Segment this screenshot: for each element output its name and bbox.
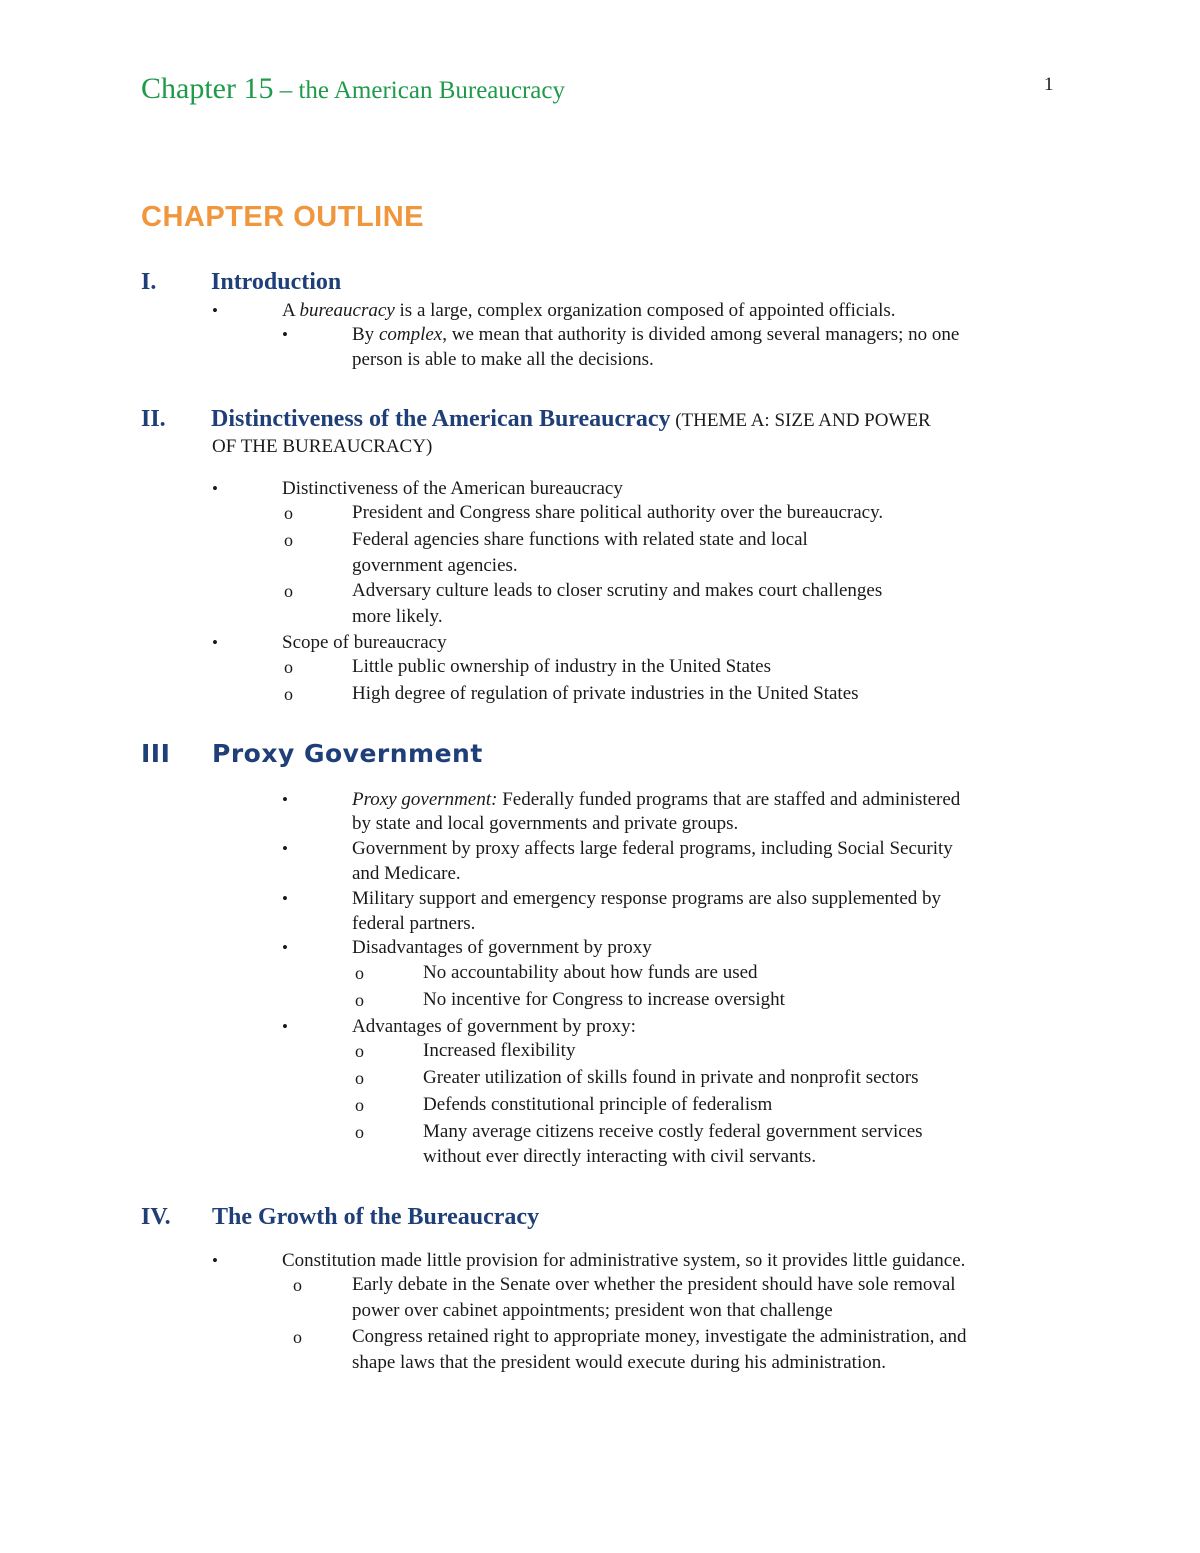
sub-list-item: Increased flexibility (423, 1040, 576, 1061)
list-item: By complex, we mean that authority is divided among several managers; no one (352, 324, 960, 345)
circle-bullet-icon: o (284, 684, 293, 704)
sub-list-item-continuation: shape laws that the president would execute during his administration. (352, 1352, 886, 1373)
sub-list-item: Adversary culture leads to closer scrutiny and makes court challenges (352, 580, 883, 601)
header-dash: – (273, 77, 299, 104)
circle-bullet-icon: o (355, 963, 364, 983)
sub-list-item: No accountability about how funds are used (423, 962, 758, 983)
sub-list-item: Greater utilization of skills found in private and nonprofit sectors (423, 1067, 919, 1088)
list-item: A bureaucracy is a large, complex organization composed of appointed officials. (282, 300, 896, 321)
list-item: Scope of bureaucracy (282, 632, 447, 653)
list-item-continuation: federal partners. (352, 913, 476, 934)
sub-list-item: Many average citizens receive costly federal government services (423, 1121, 923, 1142)
circle-bullet-icon: o (293, 1275, 302, 1295)
page-number: 1 (1044, 74, 1054, 95)
header-chapter: Chapter 15 (141, 72, 274, 105)
section-3-number: III (141, 739, 171, 768)
section-2-number: II. (141, 406, 166, 432)
section-2-title: Distinctiveness of the American Bureaucracy (211, 406, 671, 432)
section-1-number: I. (141, 269, 157, 295)
sub-list-item: Early debate in the Senate over whether the president should have sole removal (352, 1274, 956, 1295)
list-item: Government by proxy affects large federal programs, including Social Security (352, 838, 953, 859)
circle-bullet-icon: o (355, 1122, 364, 1142)
section-1-title: Introduction (211, 269, 342, 295)
circle-bullet-icon: o (355, 990, 364, 1010)
sub-list-item-continuation: government agencies. (352, 555, 518, 576)
list-item: Advantages of government by proxy: (352, 1016, 636, 1037)
circle-bullet-icon: o (355, 1068, 364, 1088)
header-subtitle: the American Bureaucracy (298, 77, 565, 104)
section-2-heading (211, 405, 931, 435)
circle-bullet-icon: o (293, 1327, 302, 1347)
list-item: Distinctiveness of the American bureaucracy (282, 478, 623, 499)
bullet-icon: • (212, 301, 218, 320)
list-item-continuation: person is able to make all the decisions. (352, 349, 654, 370)
bullet-icon: • (282, 839, 288, 858)
bullet-icon: • (282, 325, 288, 344)
bullet-icon: • (212, 1251, 218, 1270)
list-item: Disadvantages of government by proxy (352, 937, 652, 958)
list-item: Constitution made little provision for administrative system, so it provides little guidance. (282, 1250, 966, 1271)
sub-list-item: Federal agencies share functions with related state and local (352, 529, 808, 550)
sub-list-item: President and Congress share political authority over the bureaucracy. (352, 502, 884, 523)
bullet-icon: • (282, 889, 288, 908)
list-item: Proxy government: Federally funded programs that are staffed and administered (352, 789, 961, 810)
circle-bullet-icon: o (284, 503, 293, 523)
circle-bullet-icon: o (355, 1041, 364, 1061)
sub-list-item-continuation: without ever directly interacting with civil servants. (423, 1146, 817, 1167)
document-header-title (141, 72, 565, 106)
section-2-theme: (THEME A: SIZE AND POWER (670, 410, 931, 431)
circle-bullet-icon: o (355, 1095, 364, 1115)
list-item: Military support and emergency response programs are also supplemented by (352, 888, 942, 909)
sub-list-item: No incentive for Congress to increase oversight (423, 989, 785, 1010)
bullet-icon: • (282, 1017, 288, 1036)
sub-list-item-continuation: more likely. (352, 606, 443, 627)
sub-list-item: Defends constitutional principle of federalism (423, 1094, 773, 1115)
circle-bullet-icon: o (284, 657, 293, 677)
section-4-number: IV. (141, 1204, 171, 1230)
list-item-continuation: by state and local governments and private groups. (352, 813, 739, 834)
sub-list-item: Little public ownership of industry in the United States (352, 656, 771, 677)
section-3-title: Proxy Government (212, 739, 483, 768)
sub-list-item-continuation: power over cabinet appointments; president won that challenge (352, 1300, 833, 1321)
section-2-theme-continuation: OF THE BUREAUCRACY) (212, 436, 433, 457)
bullet-icon: • (282, 790, 288, 809)
circle-bullet-icon: o (284, 530, 293, 550)
list-item-continuation: and Medicare. (352, 863, 461, 884)
sub-list-item: High degree of regulation of private industries in the United States (352, 683, 859, 704)
section-4-title: The Growth of the Bureaucracy (212, 1204, 540, 1230)
sub-list-item: Congress retained right to appropriate money, investigate the administration, and (352, 1326, 967, 1347)
bullet-icon: • (212, 633, 218, 652)
bullet-icon: • (282, 938, 288, 957)
circle-bullet-icon: o (284, 581, 293, 601)
bullet-icon: • (212, 479, 218, 498)
chapter-outline-heading: CHAPTER OUTLINE (141, 201, 424, 233)
